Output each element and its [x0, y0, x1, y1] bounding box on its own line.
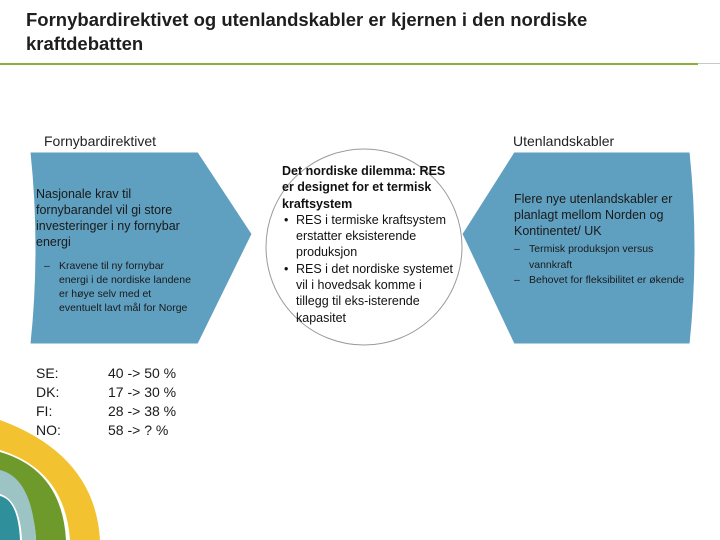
left-sub-bullet — [44, 259, 194, 315]
stat-value: 40 -> 50 % — [108, 365, 177, 381]
right-heading: Utenlandskabler — [513, 133, 615, 149]
stat-country: SE: — [36, 365, 59, 381]
right-main-text: Flere nye utenlandskabler er planlagt mellom Norden og Kontinentet/ UK — [514, 192, 673, 238]
left-sub-bullet-text: Kravene til ny fornybar energi i de nordiske landene er høye selv med et eventuelt lavt mål for Norge — [59, 260, 191, 314]
right-sub-bullet-text: Termisk produksjon versus vannkraft — [529, 243, 654, 271]
dash-marker: – — [514, 243, 520, 255]
right-sub-bullet-text: Behovet for fleksibilitet er økende — [529, 274, 685, 286]
stat-country: DK: — [36, 384, 60, 400]
center-bullet-text: RES i det nordiske systemet vil i hovedsak komme i tillegg til eks-isterende kapasitet — [296, 261, 454, 325]
center-heading: Det nordiske dilemma: RES er designet for et termisk kraftsystem — [282, 164, 446, 211]
left-heading: Fornybardirektivet — [44, 133, 157, 149]
dash-marker: – — [514, 274, 520, 286]
center-bullet — [282, 261, 454, 326]
right-sub-bullet — [514, 242, 686, 273]
right-sub-bullet — [514, 273, 686, 289]
left-main-text: Nasjonale krav til fornybarandel vil gi store investeringer i ny fornybar energi — [36, 187, 180, 249]
right-sub-bullets — [514, 242, 686, 289]
renewable-share-table — [36, 364, 176, 440]
stat-row — [36, 402, 176, 421]
dash-marker: – — [44, 260, 50, 272]
slide-title: Fornybardirektivet og utenlandskabler er kjernen i den nordiske kraftdebatten — [26, 9, 588, 54]
bullet-marker: • — [284, 261, 289, 276]
center-bullet-text: RES i termiske kraftsystem erstatter eksisterende produksjon — [296, 212, 447, 260]
stat-row — [36, 421, 176, 440]
bullet-marker: • — [284, 212, 289, 227]
stat-country: FI: — [36, 403, 53, 419]
stat-row — [36, 364, 176, 383]
center-text — [282, 163, 454, 326]
stat-row — [36, 383, 176, 402]
stat-value: 17 -> 30 % — [108, 384, 177, 400]
center-bullet — [282, 212, 454, 261]
stat-country: NO: — [36, 422, 61, 438]
stat-value: 28 -> 38 % — [108, 403, 177, 419]
stat-value: 58 -> ? % — [108, 422, 169, 438]
